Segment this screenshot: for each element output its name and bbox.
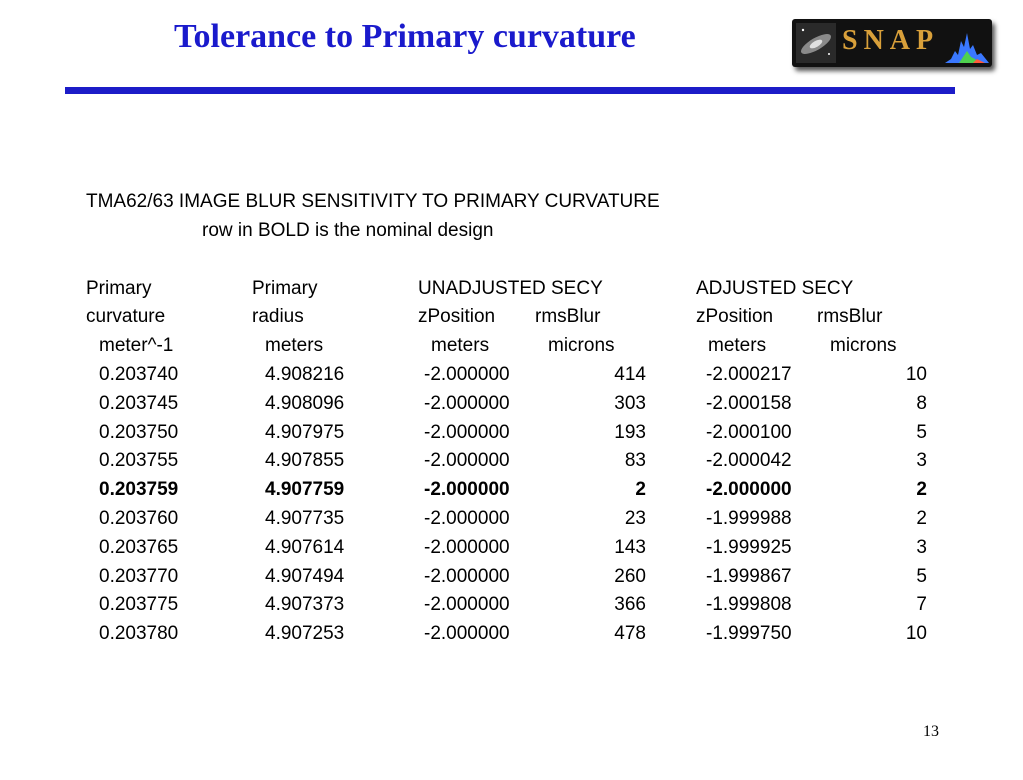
cell-adj-zposition: -2.000217 bbox=[706, 364, 792, 385]
cell-curvature: 0.203750 bbox=[99, 421, 179, 443]
cell-unadj-rmsblur: 414 bbox=[614, 364, 646, 385]
header-curvature: curvature bbox=[86, 306, 166, 327]
cell-adj-zposition: -2.000042 bbox=[706, 450, 792, 472]
cell-radius: 4.907855 bbox=[265, 450, 345, 472]
cell-curvature: 0.203780 bbox=[99, 623, 179, 645]
cell-adj-zposition: -2.000100 bbox=[706, 421, 792, 443]
snap-logo bbox=[792, 19, 992, 67]
cell-curvature: 0.203745 bbox=[99, 392, 179, 414]
table-row bbox=[0, 364, 1023, 393]
unit-unadj-zposition: meters bbox=[431, 335, 490, 356]
cell-unadj-zposition: -2.000000 bbox=[424, 594, 510, 616]
table-row bbox=[0, 594, 1023, 623]
header-unadj-rmsblur: rmsBlur bbox=[535, 306, 601, 327]
table-subheading: row in BOLD is the nominal design bbox=[202, 220, 494, 241]
logo-text: SNAP bbox=[842, 25, 940, 56]
cell-radius: 4.907759 bbox=[265, 479, 345, 501]
header-unadjusted-secy: UNADJUSTED SECY bbox=[418, 278, 603, 299]
cell-curvature: 0.203755 bbox=[99, 450, 179, 472]
header-radius: radius bbox=[252, 306, 304, 327]
table-row bbox=[0, 537, 1023, 566]
cell-curvature: 0.203770 bbox=[99, 565, 179, 587]
cell-adj-rmsblur: 5 bbox=[916, 421, 927, 443]
cell-unadj-zposition: -2.000000 bbox=[424, 392, 510, 414]
cell-adj-zposition: -2.000158 bbox=[706, 392, 792, 414]
cell-adj-rmsblur: 2 bbox=[916, 507, 927, 529]
cell-adj-zposition: -1.999808 bbox=[706, 594, 792, 616]
cell-adj-rmsblur: 10 bbox=[905, 623, 927, 645]
cell-unadj-rmsblur: 193 bbox=[614, 421, 646, 443]
spectrum-icon bbox=[945, 29, 989, 63]
cell-unadj-zposition: -2.000000 bbox=[424, 565, 510, 587]
cell-adj-rmsblur: 5 bbox=[916, 565, 927, 587]
cell-radius: 4.907735 bbox=[265, 507, 345, 529]
cell-unadj-zposition: -2.000000 bbox=[424, 421, 510, 443]
header-adjusted-secy: ADJUSTED SECY bbox=[696, 278, 854, 299]
cell-adj-rmsblur: 2 bbox=[916, 479, 927, 501]
table-row bbox=[0, 450, 1023, 479]
cell-curvature: 0.203765 bbox=[99, 536, 179, 558]
page-number: 13 bbox=[923, 723, 939, 740]
galaxy-icon bbox=[796, 23, 836, 63]
cell-curvature: 0.203759 bbox=[99, 479, 179, 501]
cell-curvature: 0.203775 bbox=[99, 594, 179, 616]
table-row bbox=[0, 566, 1023, 595]
cell-unadj-rmsblur: 478 bbox=[614, 623, 646, 645]
slide-title: Tolerance to Primary curvature bbox=[174, 18, 636, 55]
cell-adj-rmsblur: 3 bbox=[916, 536, 927, 558]
cell-adj-zposition: -1.999988 bbox=[706, 507, 792, 529]
cell-unadj-rmsblur: 2 bbox=[635, 479, 646, 501]
cell-adj-rmsblur: 7 bbox=[916, 594, 927, 616]
data-table bbox=[0, 364, 1023, 652]
cell-adj-zposition: -2.000000 bbox=[706, 479, 792, 501]
unit-curvature: meter^-1 bbox=[99, 335, 174, 356]
table-row bbox=[0, 422, 1023, 451]
cell-unadj-zposition: -2.000000 bbox=[424, 536, 510, 558]
cell-unadj-zposition: -2.000000 bbox=[424, 450, 510, 472]
cell-radius: 4.908096 bbox=[265, 392, 345, 414]
cell-radius: 4.907373 bbox=[265, 594, 345, 616]
unit-adj-zposition: meters bbox=[708, 335, 767, 356]
table-row-nominal-design bbox=[0, 479, 1023, 508]
header-unadj-zposition: zPosition bbox=[418, 306, 496, 327]
cell-adj-zposition: -1.999867 bbox=[706, 565, 792, 587]
cell-radius: 4.907494 bbox=[265, 565, 345, 587]
cell-unadj-zposition: -2.000000 bbox=[424, 623, 510, 645]
cell-unadj-rmsblur: 83 bbox=[624, 450, 646, 472]
cell-adj-zposition: -1.999750 bbox=[706, 623, 792, 645]
header-adj-zposition: zPosition bbox=[696, 306, 774, 327]
cell-adj-rmsblur: 10 bbox=[905, 364, 927, 385]
cell-unadj-zposition: -2.000000 bbox=[424, 479, 510, 501]
cell-radius: 4.908216 bbox=[265, 364, 345, 385]
cell-unadj-rmsblur: 366 bbox=[614, 594, 646, 616]
header-primary-curvature-line1: Primary bbox=[86, 278, 152, 299]
cell-unadj-zposition: -2.000000 bbox=[424, 507, 510, 529]
cell-radius: 4.907975 bbox=[265, 421, 345, 443]
table-row bbox=[0, 623, 1023, 652]
cell-adj-rmsblur: 3 bbox=[916, 450, 927, 472]
unit-unadj-rmsblur: microns bbox=[548, 335, 615, 356]
cell-radius: 4.907614 bbox=[265, 536, 345, 558]
header-primary-radius-line1: Primary bbox=[252, 278, 318, 299]
cell-unadj-rmsblur: 303 bbox=[614, 392, 646, 414]
table-row bbox=[0, 393, 1023, 422]
title-underline-rule bbox=[65, 87, 955, 94]
cell-unadj-rmsblur: 260 bbox=[614, 565, 646, 587]
unit-radius: meters bbox=[265, 335, 324, 356]
cell-unadj-zposition: -2.000000 bbox=[424, 364, 510, 385]
cell-unadj-rmsblur: 143 bbox=[614, 536, 646, 558]
table-row bbox=[0, 508, 1023, 537]
header-adj-rmsblur: rmsBlur bbox=[817, 306, 883, 327]
unit-adj-rmsblur: microns bbox=[830, 335, 897, 356]
cell-curvature: 0.203740 bbox=[99, 364, 179, 385]
cell-adj-rmsblur: 8 bbox=[916, 392, 927, 414]
cell-radius: 4.907253 bbox=[265, 623, 345, 645]
table-heading: TMA62/63 IMAGE BLUR SENSITIVITY TO PRIMARY CURVATURE bbox=[86, 191, 660, 212]
cell-adj-zposition: -1.999925 bbox=[706, 536, 792, 558]
cell-curvature: 0.203760 bbox=[99, 507, 179, 529]
cell-unadj-rmsblur: 23 bbox=[624, 507, 646, 529]
